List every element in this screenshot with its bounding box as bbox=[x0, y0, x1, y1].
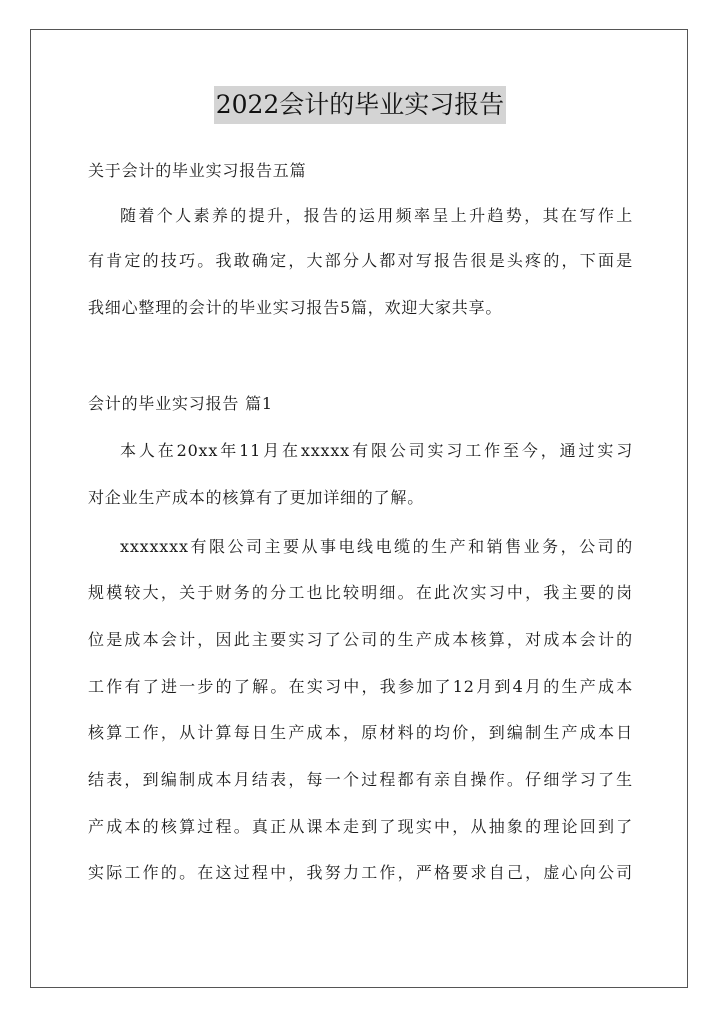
intro-line-1: 随着个人素养的提升，报告的运用频率呈上升趋势，其在写作上 bbox=[120, 206, 633, 225]
paragraph2-line-5: 核算工作，从计算每日生产成本，原材料的均价，到编制生产成本日 bbox=[88, 723, 633, 742]
paragraph2-line-4: 工作有了进一步的了解。在实习中，我参加了12月到4月的生产成本 bbox=[88, 677, 633, 696]
paragraph2-line-8: 实际工作的。在这过程中，我努力工作，严格要求自己，虚心向公司 bbox=[88, 863, 633, 882]
intro-line-2: 有肯定的技巧。我敢确定，大部分人都对写报告很是头疼的，下面是 bbox=[88, 251, 633, 270]
intro-line-3: 我细心整理的会计的毕业实习报告5篇，欢迎大家共享。 bbox=[88, 298, 503, 317]
paragraph1-line-2: 对企业生产成本的核算有了更加详细的了解。 bbox=[88, 488, 425, 507]
paragraph2-line-2: 规模较大，关于财务的分工也比较明细。在此次实习中，我主要的岗 bbox=[88, 583, 633, 602]
paragraph1-line-1: 本人在20xx年11月在xxxxx有限公司实习工作至今，通过实习 bbox=[120, 441, 633, 460]
paragraph2-line-6: 结表，到编制成本月结表，每一个过程都有亲自操作。仔细学习了生 bbox=[88, 770, 633, 789]
document-subtitle: 关于会计的毕业实习报告五篇 bbox=[88, 161, 307, 180]
title-container bbox=[0, 86, 720, 124]
paragraph2-line-3: 位是成本会计，因此主要实习了公司的生产成本核算，对成本会计的 bbox=[88, 630, 633, 649]
section-heading: 会计的毕业实习报告 篇1 bbox=[88, 394, 273, 413]
paragraph2-line-1: xxxxxxx有限公司主要从事电线电缆的生产和销售业务，公司的 bbox=[120, 537, 633, 556]
document-title: 2022会计的毕业实习报告 bbox=[214, 86, 507, 124]
paragraph2-line-7: 产成本的核算过程。真正从课本走到了现实中，从抽象的理论回到了 bbox=[88, 817, 633, 836]
